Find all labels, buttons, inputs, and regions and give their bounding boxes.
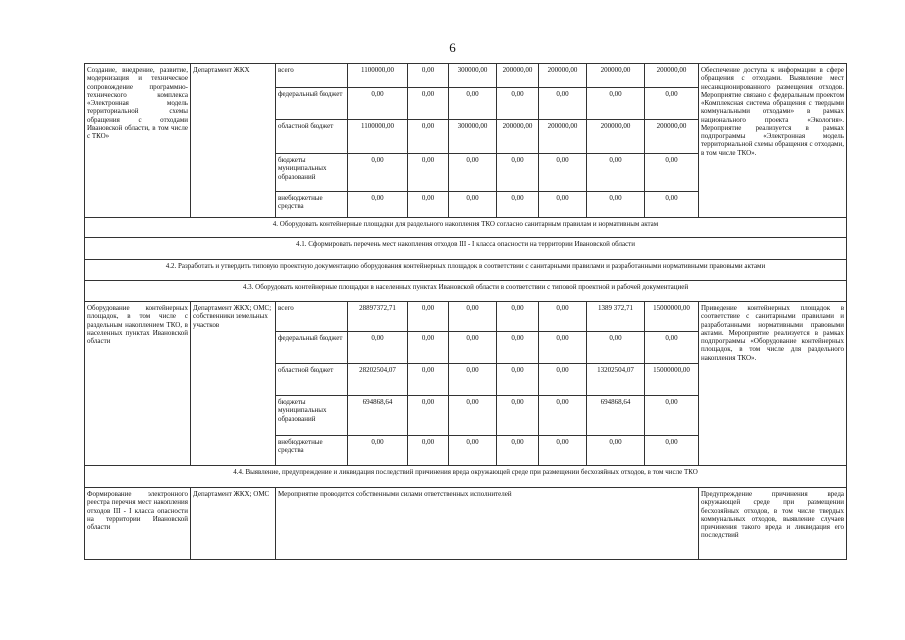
value-cell: 200000,00 bbox=[539, 64, 587, 88]
value-cell: 200000,00 bbox=[497, 64, 539, 88]
value-cell: 0,00 bbox=[348, 332, 408, 364]
value-cell: 0,00 bbox=[497, 332, 539, 364]
value-cell: 0,00 bbox=[449, 302, 497, 332]
value-cell: 0,00 bbox=[348, 436, 408, 466]
section-row bbox=[85, 218, 847, 238]
value-cell: 0,00 bbox=[587, 154, 645, 192]
value-cell: 0,00 bbox=[539, 332, 587, 364]
source-cell: областной бюджет bbox=[276, 364, 348, 396]
section-row bbox=[85, 281, 847, 302]
value-cell: 0,00 bbox=[497, 192, 539, 218]
value-cell: 0,00 bbox=[449, 88, 497, 120]
source-cell: федеральный бюджет bbox=[276, 332, 348, 364]
value-cell: 1100000,00 bbox=[348, 64, 408, 88]
section-row bbox=[85, 238, 847, 260]
value-cell: 0,00 bbox=[408, 120, 449, 154]
value-cell: 0,00 bbox=[587, 88, 645, 120]
value-cell: 0,00 bbox=[587, 192, 645, 218]
source-cell: всего bbox=[276, 302, 348, 332]
value-cell: 0,00 bbox=[449, 154, 497, 192]
value-cell: 0,00 bbox=[497, 88, 539, 120]
value-cell: 0,00 bbox=[539, 436, 587, 466]
value-cell: 0,00 bbox=[449, 192, 497, 218]
activity-cell: Создание, внедрение, развитие, модернизация и техническое сопровождение программно-технического комплекса «Электронная модель территориальной схемы обращения с отходами Ивановской области, в том числе с ТКО» bbox=[85, 64, 191, 218]
value-cell: 0,00 bbox=[449, 364, 497, 396]
value-cell: 0,00 bbox=[645, 154, 699, 192]
result-cell: Приведение контейнерных площадок в соответствие с санитарными правилами и разработанными нормативными правовыми актами. Мероприятие реализуется в рамках подпрограммы «Оборудование контейнерных площадок, в том числе для раздельного накопления ТКО». bbox=[699, 302, 847, 466]
table-row bbox=[85, 488, 847, 560]
value-cell: 0,00 bbox=[449, 332, 497, 364]
value-cell: 1100000,00 bbox=[348, 120, 408, 154]
value-cell: 0,00 bbox=[539, 154, 587, 192]
value-cell: 0,00 bbox=[645, 332, 699, 364]
value-cell: 300000,00 bbox=[449, 120, 497, 154]
value-cell: 13202504,07 bbox=[587, 364, 645, 396]
value-cell: 0,00 bbox=[539, 364, 587, 396]
source-cell: бюджеты муниципальных образований bbox=[276, 154, 348, 192]
source-cell: внебюджетные средства bbox=[276, 192, 348, 218]
value-cell: 28897372,71 bbox=[348, 302, 408, 332]
note-cell: Мероприятие проводится собственными силами ответственных исполнителей bbox=[276, 488, 699, 560]
value-cell: 0,00 bbox=[348, 88, 408, 120]
value-cell: 0,00 bbox=[539, 396, 587, 436]
result-cell: Обеспечение доступа к информации в сфере обращения с отходами. Выявление мест несанкционированного размещения отходов. Мероприятие связано с федеральным проектом «Комплексная система обращения с твердыми коммунальными отходами» в рамках национального проекта «Экология». Мероприятие реализуется в рамках подпрограммы «Электронная модель территориальной схемы обращения с отходами, в том числе ТКО». bbox=[699, 64, 847, 218]
section-heading: 4.1. Сформировать перечень мест накопления отходов III - I класса опасности на территории Ивановской области bbox=[85, 238, 847, 260]
value-cell: 0,00 bbox=[348, 154, 408, 192]
source-cell: областной бюджет bbox=[276, 120, 348, 154]
section-heading: 4.3. Оборудовать контейнерные площадки в населенных пунктах Ивановской области в соответствии с типовой проектной и рабочей документацией bbox=[85, 281, 847, 302]
value-cell: 200000,00 bbox=[587, 64, 645, 88]
result-cell: Предупреждение причинения вреда окружающей среде при размещении бесхозяйных отходов, в том числе твердых коммунальных отходов, выявление случаев причинения такого вреда и ликвидация его последствий bbox=[699, 488, 847, 560]
value-cell: 0,00 bbox=[408, 396, 449, 436]
value-cell: 694868,64 bbox=[348, 396, 408, 436]
section-row bbox=[85, 466, 847, 488]
section-heading: 4. Оборудовать контейнерные площадки для раздельного накопления ТКО согласно санитарным правилам и нормативным актам bbox=[85, 218, 847, 238]
value-cell: 0,00 bbox=[408, 192, 449, 218]
value-cell: 0,00 bbox=[408, 154, 449, 192]
executor-cell: Департамент ЖКХ; ОМС bbox=[191, 488, 276, 560]
value-cell: 0,00 bbox=[587, 332, 645, 364]
value-cell: 0,00 bbox=[449, 396, 497, 436]
value-cell: 200000,00 bbox=[645, 120, 699, 154]
value-cell: 15000000,00 bbox=[645, 364, 699, 396]
value-cell: 300000,00 bbox=[449, 64, 497, 88]
value-cell: 0,00 bbox=[497, 396, 539, 436]
value-cell: 0,00 bbox=[497, 436, 539, 466]
value-cell: 200000,00 bbox=[539, 120, 587, 154]
program-table bbox=[84, 63, 847, 560]
value-cell: 200000,00 bbox=[497, 120, 539, 154]
value-cell: 0,00 bbox=[645, 192, 699, 218]
value-cell: 0,00 bbox=[539, 302, 587, 332]
source-cell: внебюджетные средства bbox=[276, 436, 348, 466]
value-cell: 0,00 bbox=[408, 364, 449, 396]
activity-cell: Формирование электронного реестра перечня мест накопления отходов III - I класса опасности на территории Ивановской области bbox=[85, 488, 191, 560]
value-cell: 0,00 bbox=[587, 436, 645, 466]
value-cell: 200000,00 bbox=[587, 120, 645, 154]
value-cell: 0,00 bbox=[408, 436, 449, 466]
table-row bbox=[85, 64, 847, 88]
value-cell: 28202504,07 bbox=[348, 364, 408, 396]
value-cell: 0,00 bbox=[539, 192, 587, 218]
source-cell: бюджеты муниципальных образований bbox=[276, 396, 348, 436]
value-cell: 15000000,00 bbox=[645, 302, 699, 332]
value-cell: 0,00 bbox=[408, 88, 449, 120]
section-row bbox=[85, 260, 847, 281]
executor-cell: Департамент ЖКХ; ОМС; собственники земельных участков bbox=[191, 302, 276, 466]
section-heading: 4.4. Выявление, предупреждение и ликвидация последствий причинения вреда окружающей среде при размещении бесхозяйных отходов, в том числе ТКО bbox=[85, 466, 847, 488]
value-cell: 0,00 bbox=[645, 396, 699, 436]
value-cell: 0,00 bbox=[449, 436, 497, 466]
source-cell: всего bbox=[276, 64, 348, 88]
value-cell: 1389 372,71 bbox=[587, 302, 645, 332]
value-cell: 0,00 bbox=[497, 364, 539, 396]
value-cell: 0,00 bbox=[645, 436, 699, 466]
table-row bbox=[85, 302, 847, 332]
value-cell: 0,00 bbox=[408, 64, 449, 88]
value-cell: 694868,64 bbox=[587, 396, 645, 436]
value-cell: 0,00 bbox=[408, 332, 449, 364]
value-cell: 0,00 bbox=[645, 88, 699, 120]
source-cell: федеральный бюджет bbox=[276, 88, 348, 120]
page-number: 6 bbox=[449, 40, 456, 55]
value-cell: 0,00 bbox=[408, 302, 449, 332]
section-heading: 4.2. Разработать и утвердить типовую проектную документацию оборудования контейнерных площадок в соответствии с санитарными правилами и разработанными нормативными правовыми актами bbox=[85, 260, 847, 281]
value-cell: 0,00 bbox=[348, 192, 408, 218]
value-cell: 0,00 bbox=[497, 302, 539, 332]
value-cell: 0,00 bbox=[497, 154, 539, 192]
activity-cell: Оборудование контейнерных площадок, в том числе с раздельным накоплением ТКО, в населенных пунктах Ивановской области bbox=[85, 302, 191, 466]
value-cell: 0,00 bbox=[539, 88, 587, 120]
executor-cell: Департамент ЖКХ bbox=[191, 64, 276, 218]
value-cell: 200000,00 bbox=[645, 64, 699, 88]
